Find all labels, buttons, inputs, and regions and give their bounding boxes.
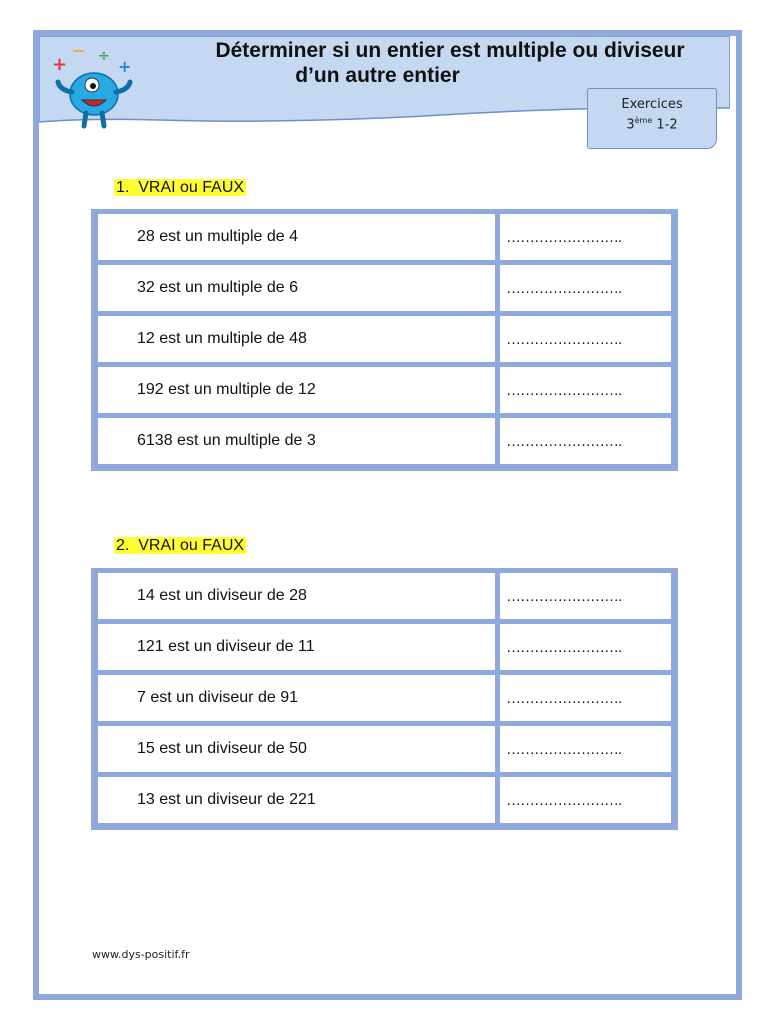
footer-site-link[interactable]: www.dys-positif.fr [92, 948, 190, 961]
statement: 28 est un multiple de 4 [98, 214, 495, 260]
section-1-title: VRAI ou FAUX [138, 179, 245, 196]
statement: 6138 est un multiple de 3 [98, 418, 495, 464]
statement: 192 est un multiple de 12 [98, 367, 495, 413]
table-row [98, 214, 671, 260]
page-frame [33, 30, 742, 1000]
section-2-table [91, 568, 678, 830]
answer-field[interactable]: ……………………. [500, 265, 671, 311]
section-2-heading [114, 536, 246, 556]
answer-field[interactable]: ……………………. [500, 214, 671, 260]
table-row [98, 675, 671, 721]
badge-level-sup: ème [634, 116, 653, 125]
title-line-2: d’un autre entier [295, 64, 460, 87]
svg-text:−: − [72, 41, 86, 60]
statement: 15 est un diviseur de 50 [98, 726, 495, 772]
section-1-number: 1. [116, 179, 130, 196]
answer-field[interactable]: ……………………. [500, 573, 671, 619]
badge-level-number: 3 [626, 117, 635, 133]
section-2-title: VRAI ou FAUX [138, 537, 245, 554]
answer-field[interactable]: ……………………. [500, 418, 671, 464]
blue-monster-mascot-icon [46, 40, 136, 140]
statement: 14 est un diviseur de 28 [98, 573, 495, 619]
page-title [140, 38, 760, 88]
statement: 12 est un multiple de 48 [98, 316, 495, 362]
table-row [98, 726, 671, 772]
table-row [98, 316, 671, 362]
table-row [98, 624, 671, 670]
table-row [98, 265, 671, 311]
section-1-heading [114, 178, 246, 198]
table-row [98, 367, 671, 413]
badge-label: Exercices [621, 97, 683, 112]
badge-level-suffix: 1-2 [656, 117, 678, 133]
title-line-1: Déterminer si un entier est multiple ou diviseur [215, 39, 685, 62]
statement: 121 est un diviseur de 11 [98, 624, 495, 670]
answer-field[interactable]: ……………………. [500, 367, 671, 413]
answer-field[interactable]: ……………………. [500, 675, 671, 721]
section-2-number: 2. [116, 537, 130, 554]
answer-field[interactable]: ……………………. [500, 624, 671, 670]
answer-field[interactable]: ……………………. [500, 316, 671, 362]
svg-text:+: + [118, 57, 132, 76]
table-row [98, 777, 671, 823]
answer-field[interactable]: ……………………. [500, 777, 671, 823]
answer-field[interactable]: ……………………. [500, 726, 671, 772]
table-row [98, 573, 671, 619]
svg-text:+: + [52, 54, 68, 75]
statement: 13 est un diviseur de 221 [98, 777, 495, 823]
section-1-table [91, 209, 678, 471]
svg-text:÷: ÷ [98, 48, 110, 64]
statement: 32 est un multiple de 6 [98, 265, 495, 311]
exercise-badge [587, 88, 717, 149]
statement: 7 est un diviseur de 91 [98, 675, 495, 721]
table-row [98, 418, 671, 464]
badge-level [588, 113, 716, 133]
